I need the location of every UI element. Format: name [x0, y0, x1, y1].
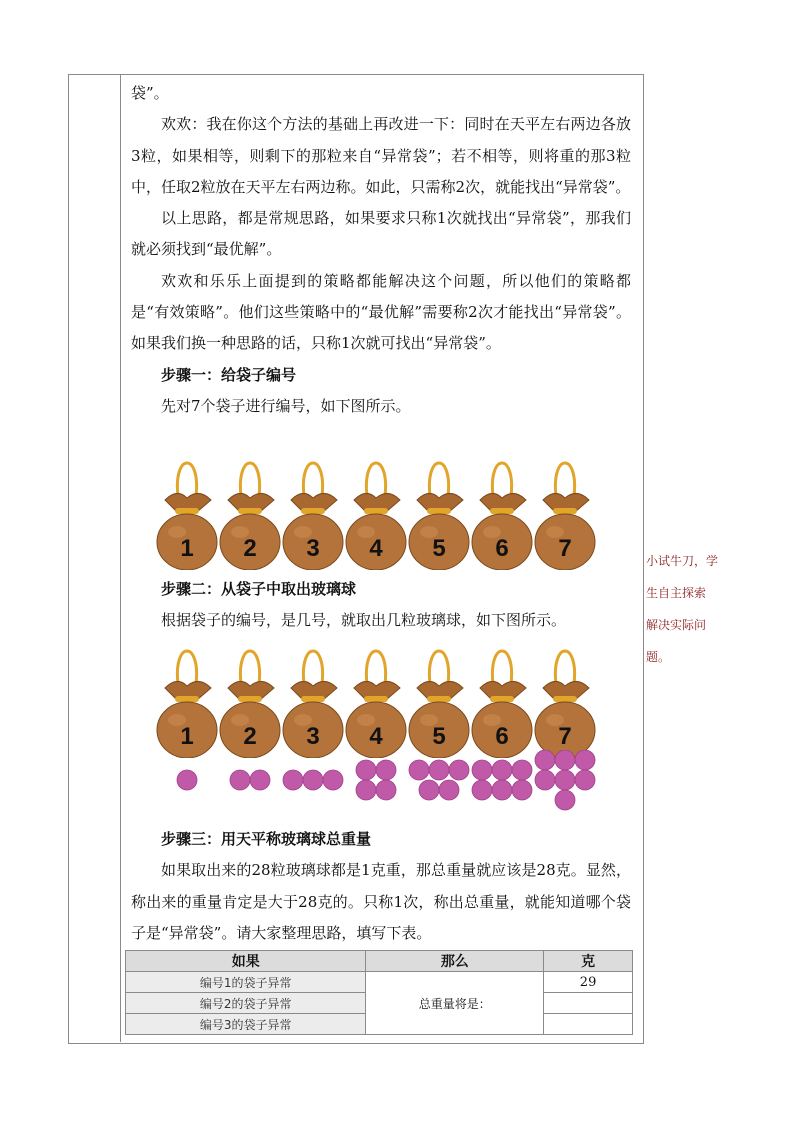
ball-group-2 [230, 770, 270, 790]
step2-text: 根据袋子的编号，是几号，就取出几粒玻璃球，如下图所示。 [161, 611, 567, 630]
glass-ball [555, 770, 575, 790]
left-column-divider [120, 74, 121, 1042]
bag-string [555, 651, 574, 684]
glass-ball [323, 770, 343, 790]
glass-ball [575, 770, 595, 790]
header-then: 那么 [366, 951, 544, 972]
bag-tie [490, 696, 514, 702]
side-note-line: 生自主探索 [646, 586, 707, 600]
glass-ball [376, 760, 396, 780]
row2-label: 编号2的袋子异常 [126, 993, 366, 1014]
step3-section [131, 824, 631, 949]
ball-group-3 [283, 770, 343, 790]
bag-4 [346, 463, 406, 570]
bag-tie [238, 508, 262, 514]
paragraph-huanhuan: 欢欢：我在你这个方法的基础上再改进一下：同时在天平左右两边各放3粒，如果相等，则剩下的那粒来自“异常袋”；若不相等，则将重的那3粒中，任取2粒放在天平左右两边称。如此，只需称2次，就能找出“异常袋”。 [131, 115, 631, 196]
glass-ball [472, 760, 492, 780]
header-if: 如果 [126, 951, 366, 972]
bag-string [492, 463, 511, 496]
glass-ball [512, 780, 532, 800]
ball-group-5 [409, 760, 469, 800]
bag-tie [175, 508, 199, 514]
row2-value[interactable] [544, 993, 633, 1014]
bag-number: 2 [243, 535, 257, 562]
bag-number: 7 [558, 535, 572, 562]
step3-title: 步骤三：用天平称玻璃球总重量 [161, 830, 372, 848]
glass-ball [356, 780, 376, 800]
numbered-bags-illustration [155, 452, 615, 570]
bag-number: 6 [495, 535, 509, 562]
bag-string [366, 463, 385, 496]
bag-string [240, 651, 259, 684]
glass-ball [439, 780, 459, 800]
glass-ball [230, 770, 250, 790]
bag-3 [283, 463, 343, 570]
bag-tie [427, 508, 451, 514]
step2-section [131, 574, 631, 637]
step3-text: 如果取出来的28粒玻璃球都是1克重，那总重量就应该是28克。显然，称出来的重量肯定是大于28克的。只称1次，称出总重量，就能知道哪个袋子是“异常袋”。请大家整理思路，填写下表。 [131, 861, 631, 942]
bag-string [429, 463, 448, 496]
paragraph-optimal: 以上思路，都是常规思路，如果要求只称1次就找出“异常袋”，那我们就必须找到“最优解”。 [131, 209, 631, 259]
bag-tie [301, 696, 325, 702]
glass-ball [492, 760, 512, 780]
ball-group-7 [535, 750, 595, 810]
bag-string [429, 651, 448, 684]
bag-1 [157, 651, 217, 758]
bag-2 [220, 651, 280, 758]
bag-tie [364, 508, 388, 514]
glass-ball [283, 770, 303, 790]
teacher-side-note [646, 545, 726, 673]
glass-ball [535, 770, 555, 790]
step1-text: 先对7个袋子进行编号，如下图所示。 [161, 396, 411, 415]
bag-4 [346, 651, 406, 758]
step1-title: 步骤一：给袋子编号 [161, 365, 297, 384]
glass-ball [575, 750, 595, 770]
glass-ball [472, 780, 492, 800]
bag-number: 3 [306, 723, 320, 750]
glass-ball [303, 770, 323, 790]
bag-tie [553, 696, 577, 702]
side-note-line: 小试牛刀，学 [646, 554, 719, 568]
ball-group-1 [177, 770, 197, 790]
bag-number: 5 [432, 535, 446, 562]
bag-string [177, 651, 196, 684]
ball-group-4 [356, 760, 396, 800]
glass-ball [376, 780, 396, 800]
paragraph-continued: 袋”。 [131, 84, 169, 102]
bag-2 [220, 463, 280, 570]
bag-6 [472, 651, 532, 758]
glass-ball [177, 770, 197, 790]
bag-number: 1 [180, 535, 194, 562]
bag-string [366, 651, 385, 684]
bag-number: 7 [558, 723, 572, 750]
bag-string [303, 651, 322, 684]
row1-label: 编号1的袋子异常 [126, 972, 366, 993]
lesson-content [131, 78, 631, 422]
bag-tie [490, 508, 514, 514]
bag-tie [301, 508, 325, 514]
glass-ball [512, 760, 532, 780]
glass-ball [419, 780, 439, 800]
bag-5 [409, 463, 469, 570]
total-weight-label: 总重量将是： [366, 972, 544, 1035]
bag-string [555, 463, 574, 496]
glass-ball [409, 760, 429, 780]
paragraph-strategy: 欢欢和乐乐上面提到的策略都能解决这个问题，所以他们的策略都是“有效策略”。他们这些策略中的“最优解”需要称2次才能找出“异常袋”。如果我们换一种思路的话，只称1次就可找出“异常袋”。 [131, 271, 631, 353]
step2-title: 步骤二：从袋子中取出玻璃球 [161, 580, 357, 598]
glass-ball [535, 750, 555, 770]
bag-string [177, 463, 196, 496]
bag-string [240, 463, 259, 496]
side-note-line: 题。 [646, 650, 671, 664]
bag-3 [283, 651, 343, 758]
bag-string [303, 463, 322, 496]
bag-tie [364, 696, 388, 702]
numbered-bags-with-balls-illustration [155, 640, 615, 758]
glass-ball [555, 790, 575, 810]
row3-value[interactable] [544, 1014, 633, 1035]
bag-number: 1 [180, 723, 194, 750]
glass-ball [250, 770, 270, 790]
bag-number: 4 [369, 535, 383, 562]
bag-number: 2 [243, 723, 257, 750]
glass-ball [492, 780, 512, 800]
answer-table [125, 950, 633, 1035]
bag-number: 5 [432, 723, 446, 750]
bag-tie [175, 696, 199, 702]
glass-ball [356, 760, 376, 780]
bag-6 [472, 463, 532, 570]
glass-balls-illustration [155, 750, 615, 820]
header-grams: 克 [544, 951, 633, 972]
bag-5 [409, 651, 469, 758]
glass-ball [429, 760, 449, 780]
bag-number: 4 [369, 723, 383, 750]
row3-label: 编号3的袋子异常 [126, 1014, 366, 1035]
bag-7 [535, 463, 595, 570]
row1-value[interactable]: 29 [544, 972, 633, 993]
glass-ball [449, 760, 469, 780]
bag-tie [427, 696, 451, 702]
ball-group-6 [472, 760, 532, 800]
bag-tie [238, 696, 262, 702]
bag-7 [535, 651, 595, 758]
side-note-line: 解决实际问 [646, 618, 707, 632]
bag-string [492, 651, 511, 684]
glass-ball [555, 750, 575, 770]
bag-number: 6 [495, 723, 509, 750]
bag-1 [157, 463, 217, 570]
bag-tie [553, 508, 577, 514]
bag-number: 3 [306, 535, 320, 562]
